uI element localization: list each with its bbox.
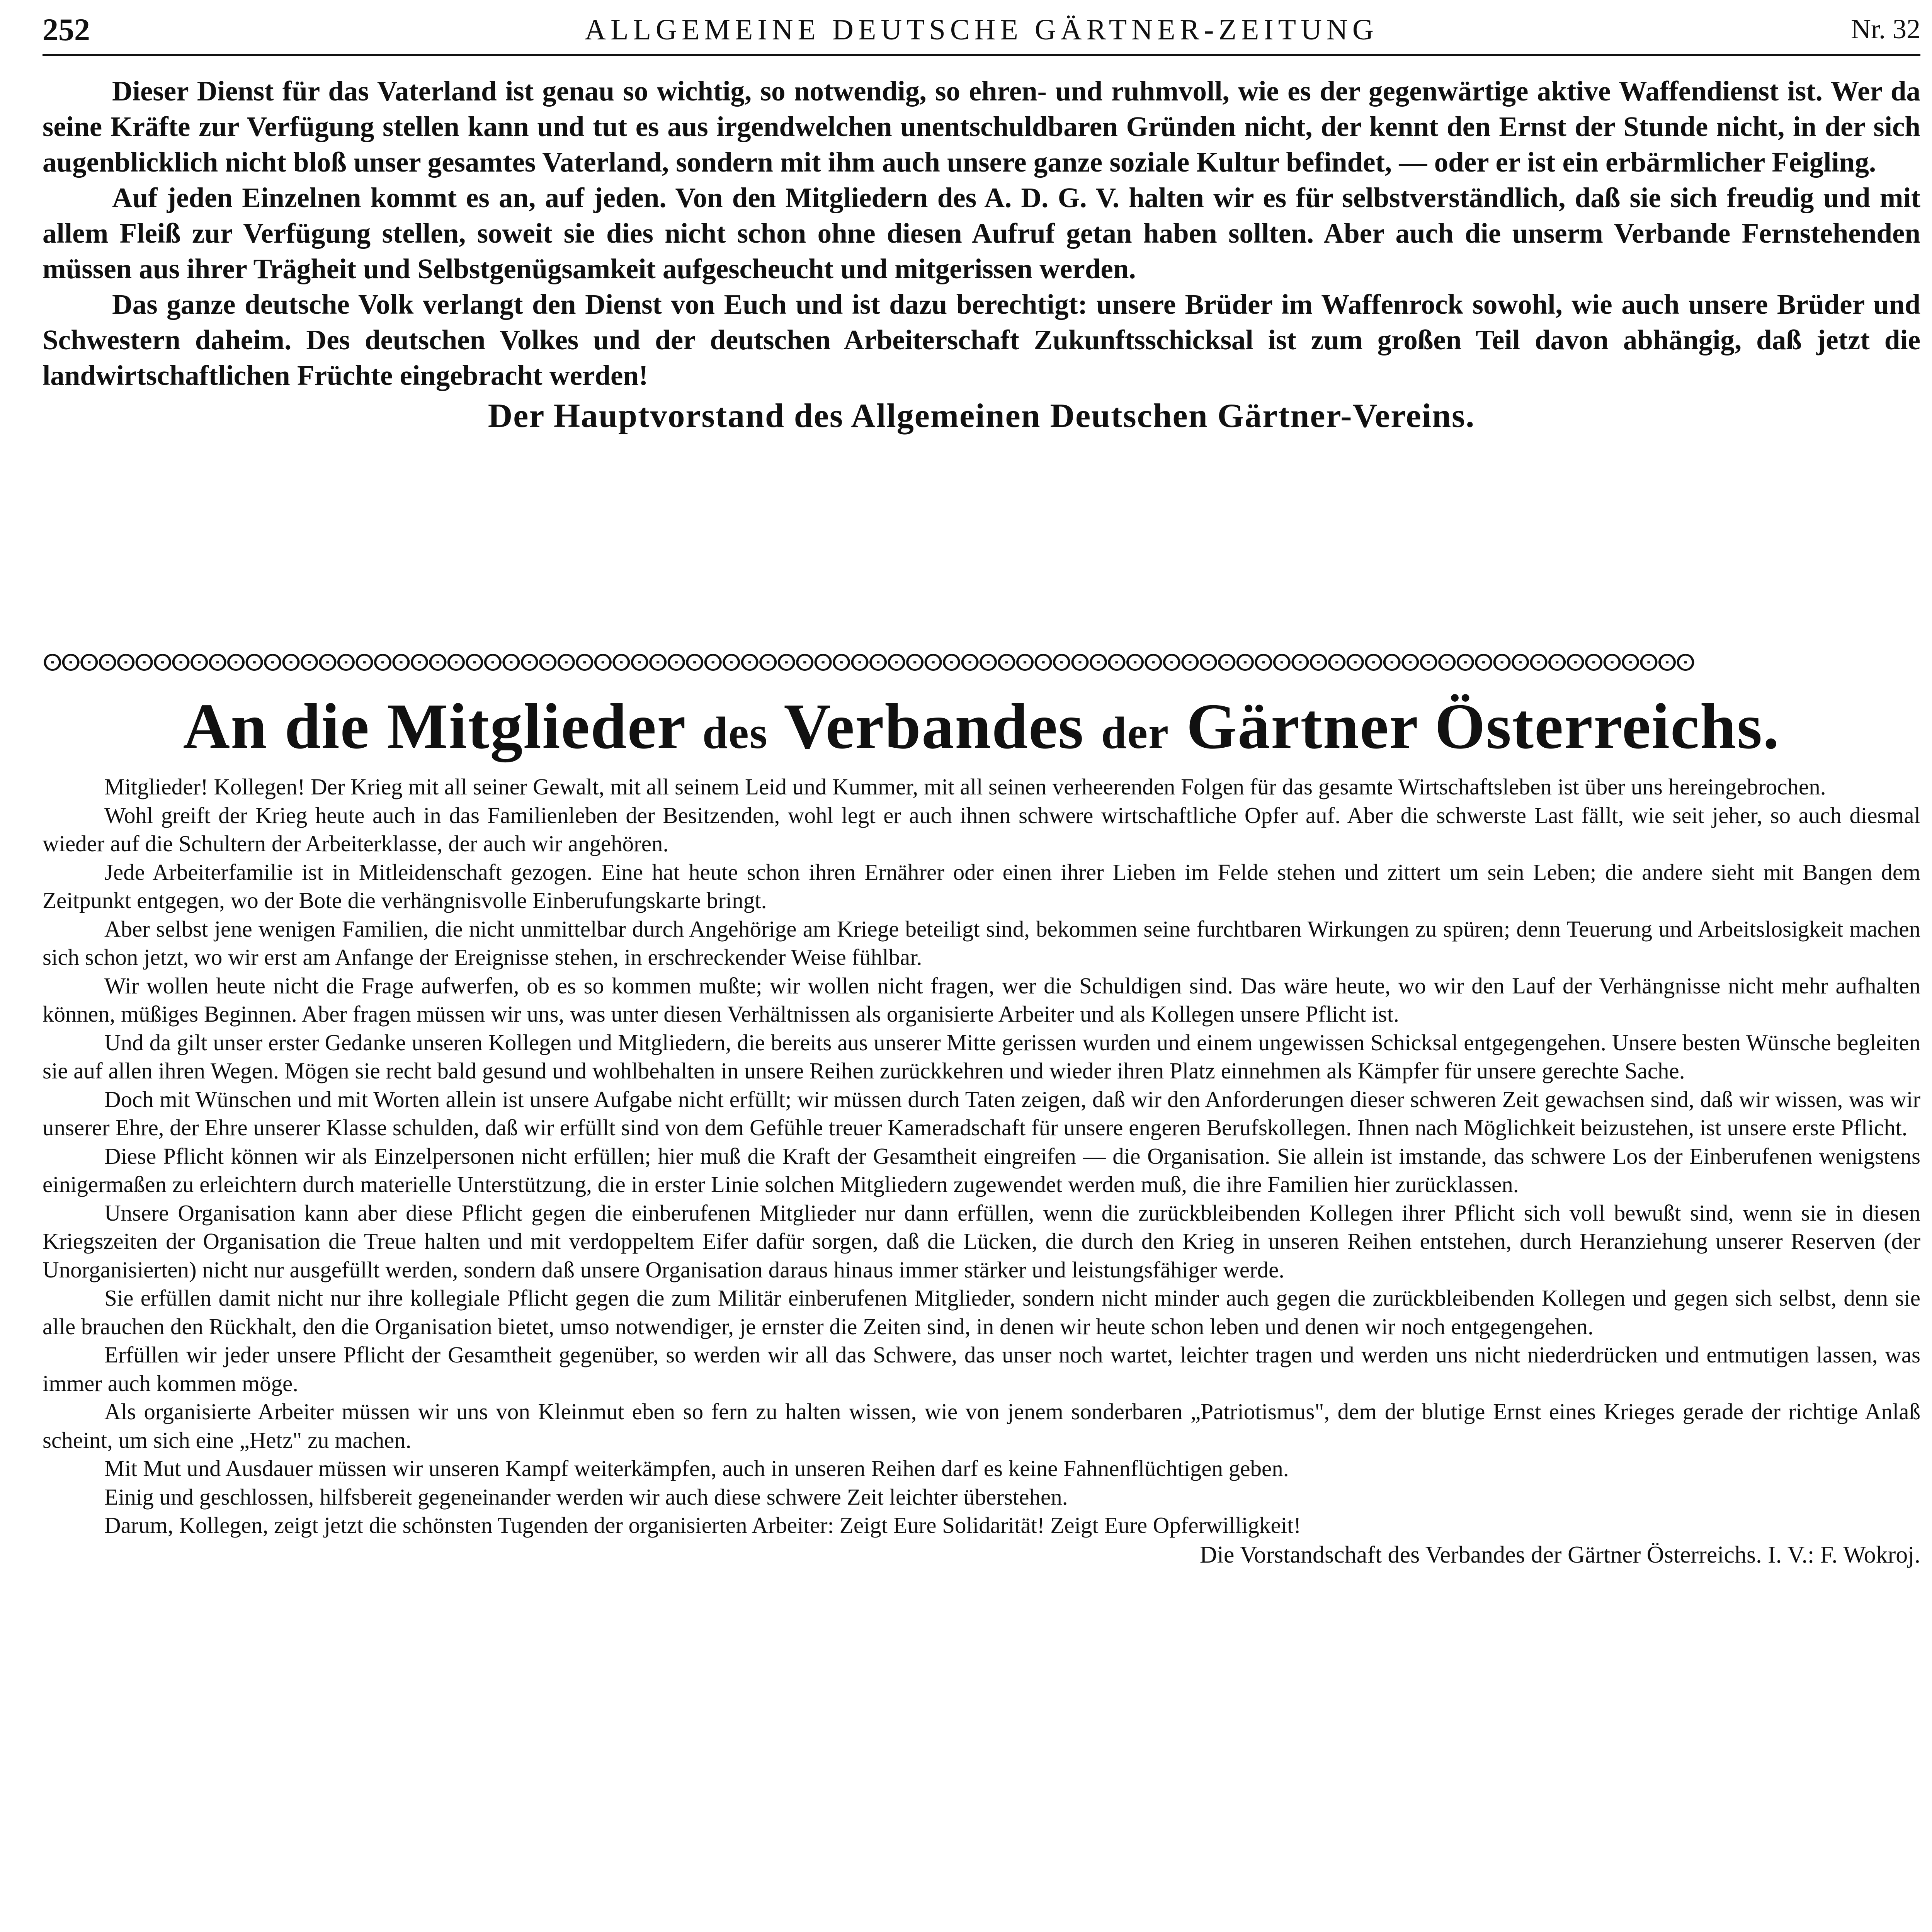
austria-paragraph: Und da gilt unser erster Gedanke unseren Kollegen und Mitgliedern, die bereits aus unserer Mitte gerissen wurden und einem ungewissen Schicksal entgegengehen. Unsere besten Wünsche begleiten sie auf allen ihren Wegen. Mögen sie recht bald gesund und wohlbehalten in unsere Reihen zurückkehren und wieder ihren Platz einnehmen als Kämpfer für unsere gerechte Sache. [43,1029,1920,1083]
appeal-germany [43,73,1920,435]
appeal-paragraph: Dieser Dienst für das Vaterland ist genau so wichtig, so notwendig, so ehren- und ruhmvoll, wie es der gegenwärtige aktive Waffendienst ist. Wer da seine Kräfte zur Verfügung stellen kann und tut es aus irgendwelchen unentschuldbaren Gründen nicht, der kennt den Ernst der Stunde nicht, in der sich augenblicklich nicht bloß unser gesamtes Vaterland, sondern mit ihm auch unsere ganze soziale Kultur befindet, — oder er ist ein erbärmlicher Feigling. [43,75,1920,178]
appeal-paragraph: Das ganze deutsche Volk verlangt den Dienst von Euch und ist dazu berechtigt: unsere Brüder im Waffenrock sowohl, wie auch unsere Brüder und Schwestern daheim. Des deutschen Volkes und der deutschen Arbeiterschaft Zukunftsschicksal ist zum großen Teil davon abhängig, daß jetzt die landwirtschaftlichen Früchte eingebracht werden! [43,289,1920,391]
headline-part: Verbandes [784,690,1084,762]
appeal-austria [43,773,1920,1569]
austria-paragraph: Mit Mut und Ausdauer müssen wir unseren Kampf weiterkämpfen, auch in unseren Reihen darf es keine Fahnenflüchtigen geben. [104,1456,1289,1481]
austria-headline [43,688,1920,772]
austria-paragraph: Sie erfüllen damit nicht nur ihre kollegiale Pflicht gegen die zum Militär einberufenen Mitglieder, sondern nicht minder auch gegen die zurückbleibenden Kollegen und gegen sich selbst, denn sie alle brauchen den Rückhalt, den die Organisation bietet, umso notwendiger, je ernster die Zeiten sind, in denen wir heute schon leben und denen wir noch entgegengehen. [43,1285,1920,1339]
page-number: 252 [43,12,90,47]
austria-paragraph: Aber selbst jene wenigen Familien, die nicht unmittelbar durch Angehörige am Kriege beteiligt sind, bekommen seine furchtbaren Wirkungen zu spüren; denn Teuerung und Arbeitslosigkeit machen sich schon jetzt, wo wir erst am Anfange der Ereignisse stehen, in erschreckender Weise fühlbar. [43,916,1920,970]
appeal-signature: Der Hauptvorstand des Allgemeinen Deutschen Gärtner-Vereins. [488,397,1475,435]
austria-paragraph: Wir wollen heute nicht die Frage aufwerfen, ob es so kommen mußte; wir wollen nicht fragen, wer die Schuldigen sind. Das wäre heute, wo wir den Lauf der Verhängnisse nicht mehr aufhalten können, müßiges Beginnen. Aber fragen müssen wir uns, was unter diesen Verhältnissen als organisierte Arbeiter und als Kollegen unsere Pflicht ist. [43,973,1920,1027]
ornament-rule: ⵙⵙⵙⵙⵙⵙⵙⵙⵙⵙⵙⵙⵙⵙⵙⵙⵙⵙⵙⵙⵙⵙⵙⵙⵙⵙⵙⵙⵙⵙⵙⵙⵙⵙⵙⵙⵙⵙⵙⵙⵙⵙⵙⵙⵙⵙⵙⵙⵙⵙⵙⵙⵙⵙⵙⵙⵙⵙⵙⵙⵙⵙⵙⵙⵙⵙⵙⵙⵙⵙⵙⵙⵙⵙⵙⵙⵙⵙⵙⵙⵙⵙⵙⵙⵙⵙⵙⵙⵙⵙ [43,650,1694,676]
running-header [43,8,1920,54]
newspaper-page [43,0,1920,1932]
austria-paragraph: Einig und geschlossen, hilfsbereit gegeneinander werden wir auch diese schwere Zeit leichter überstehen. [104,1484,1068,1510]
header-rule [43,54,1920,56]
austria-paragraph: Darum, Kollegen, zeigt jetzt die schönsten Tugenden der organisierten Arbeiter: Zeigt Eure Solidarität! Zeigt Eure Opferwilligkeit! [104,1512,1301,1538]
issue-number: Nr. 32 [1851,14,1920,44]
headline-part: An die Mitglieder [183,690,685,762]
headline-part: Gärtner Österreichs. [1186,690,1780,762]
austria-paragraph: Mitglieder! Kollegen! Der Krieg mit all seiner Gewalt, mit all seinem Leid und Kummer, mit all seinen verheerenden Folgen für das gesamte Wirtschaftsleben ist über uns hereingebrochen. [104,774,1826,799]
headline-part: des [702,707,768,758]
austria-paragraph: Als organisierte Arbeiter müssen wir uns von Kleinmut eben so fern zu halten wissen, wie von jenem sonderbaren „Patriotismus", dem der blutige Ernst eines Krieges gerade der richtige Anlaß scheint, um sich eine „Hetz" zu machen. [43,1399,1920,1453]
austria-paragraph: Diese Pflicht können wir als Einzelpersonen nicht erfüllen; hier muß die Kraft der Gesamtheit eingreifen — die Organisation. Sie allein ist imstande, das schwere Los der Einberufenen wenigstens einigermaßen zu erleichtern durch materielle Unterstützung, die in erster Linie solchen Mitgliedern zugewendet werden muß, die ihre Familien hier zurücklassen. [43,1143,1920,1197]
austria-paragraph: Unsere Organisation kann aber diese Pflicht gegen die einberufenen Mitglieder nur dann erfüllen, wenn die zurückbleibenden Kollegen ihrer Pflicht sich voll bewußt sind, wenn sie in diesen Kriegszeiten der Organisation die Treue halten und mit verdoppeltem Eifer dafür sorgen, daß die Lücken, die durch den Krieg in unseren Reihen entstehen, durch Heranziehung unserer Reserven (der Unorganisierten) nicht nur ausgefüllt werden, sondern daß unsere Organisation daraus hinaus immer stärker und leistungsfähiger werde. [43,1200,1920,1282]
austria-signature: Die Vorstandschaft des Verbandes der Gärtner Österreichs. I. V.: F. Wokroj. [1199,1541,1920,1568]
journal-title: ALLGEMEINE DEUTSCHE GÄRTNER-ZEITUNG [585,14,1378,46]
austria-paragraph: Wohl greift der Krieg heute auch in das Familienleben der Besitzenden, wohl legt er auch ihnen schwere wirtschaftliche Opfer auf. Aber die schwerste Last fällt, wie seit jeher, so auch diesmal wieder auf die Schultern der Arbeiterklasse, der auch wir angehören. [43,802,1920,856]
austria-paragraph: Erfüllen wir jeder unsere Pflicht der Gesamtheit gegenüber, so werden wir all das Schwere, das unser noch wartet, leichter tragen und werden uns nicht niederdrücken und entmutigen lassen, was immer auch kommen möge. [43,1342,1920,1396]
headline-part: der [1101,707,1170,758]
austria-paragraph: Jede Arbeiterfamilie ist in Mitleidenschaft gezogen. Eine hat heute schon ihren Ernährer oder einen ihrer Lieben im Felde stehen und zittert um sein Leben; die andere sieht mit Bangen dem Zeitpunkt entgegen, wo der Bote die verhängnisvolle Einberufungskarte bringt. [43,859,1920,913]
austria-paragraph: Doch mit Wünschen und mit Worten allein ist unsere Aufgabe nicht erfüllt; wir müssen durch Taten zeigen, daß wir den Anforderungen dieser schweren Zeit gewachsen sind, daß wir wissen, was wir unserer Ehre, der Ehre unserer Klasse schulden, daß wir erfüllt sind von dem Gefühle treuer Kameradschaft für unsere engeren Berufskollegen. Ihnen nach Möglichkeit beizustehen, ist unsere erste Pflicht. [43,1086,1920,1140]
appeal-paragraph: Auf jeden Einzelnen kommt es an, auf jeden. Von den Mitgliedern des A. D. G. V. halten wir es für selbstverständlich, daß sie sich freudig und mit allem Fleiß zur Verfügung stellen, soweit sie dies nicht schon ohne diesen Aufruf getan haben sollten. Aber auch die unserm Verbande Fernstehenden müssen aus ihrer Trägheit und Selbstgenügsamkeit aufgescheucht und mitgerissen werden. [43,182,1920,284]
